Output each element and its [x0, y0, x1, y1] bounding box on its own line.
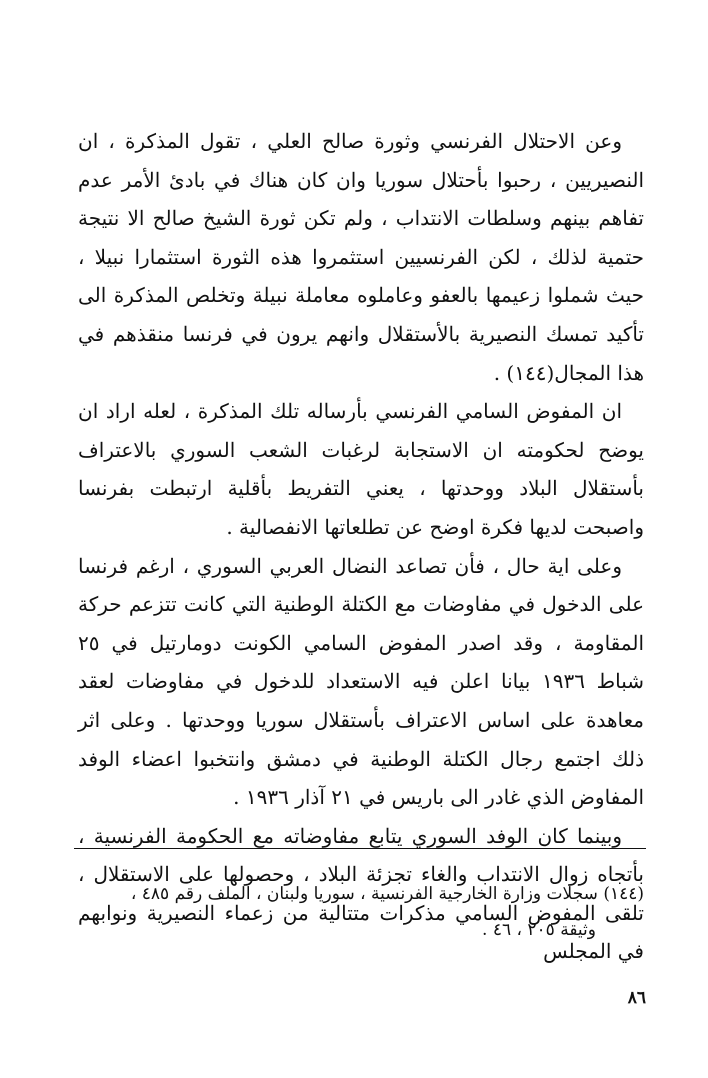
paragraph-1: وعن الاحتلال الفرنسي وثورة صالح العلي ، تقول المذكرة ، ان النصيريين ، رحبوا بأحتلال سوريا وان كان هناك في بادئ الأمر عدم تفاهم بينهم وسلطات الانتداب ، ولم تكن ثورة الشيخ صالح الا نتيجة حتمية لذلك ، لكن الفرنسيين استثمروا هذه الثورة استثمارا نبيلا ، حيث شملوا زعيمها بالعفو وعاملوه معاملة نبيلة وتخلص المذكرة الى تأكيد تمسك النصيرية بالأستقلال وانهم يرون في فرنسا منقذهم في هذا المجال(١٤٤) . — [78, 129, 644, 385]
main-text-body — [78, 122, 644, 971]
paragraph-4: وبينما كان الوفد السوري يتابع مفاوضاته مع الحكومة الفرنسية ، بأتجاه زوال الانتداب والغاء تجزئة البلاد ، وحصولها على الاستقلال ، تلقى المفوض السامي مذكرات متتالية من زعماء النصيرية ونوابهم في المجلس — [78, 823, 644, 964]
page-number: ٨٦ — [627, 988, 646, 1008]
footnote-line-1: (١٤٤) سجلات وزارة الخارجية الفرنسية ، سوريا ولبنان ، الملف رقم ٤٨٥ ، — [130, 884, 644, 904]
paragraph-2: ان المفوض السامي الفرنسي بأرساله تلك المذكرة ، لعله اراد ان يوضح لحكومته ان الاستجابة لرغبات الشعب السوري بالاعتراف بأستقلال البلاد ووحدتها ، يعني التفريط بأقلية ارتبطت بفرنسا واصبحت لديها فكرة اوضح عن تطلعاتها الانفصالية . — [78, 399, 644, 539]
footnote-line-2: وثيقة ٢٠٥ ، ٤٦ . — [482, 920, 596, 940]
footnote-divider — [74, 848, 646, 849]
paragraph-3: وعلى اية حال ، فأن تصاعد النضال العربي السوري ، ارغم فرنسا على الدخول في مفاوضات مع الكتلة الوطنية التي كانت تتزعم حركة المقاومة ، وقد اصدر المفوض السامي الكونت دومارتيل في ٢٥ شباط ١٩٣٦ بيانا اعلن فيه الاستعداد للدخول في مفاوضات لعقد معاهدة على اساس الاعتراف بأستقلال سوريا ووحدتها . وعلى اثر ذلك اجتمع رجال الكتلة الوطنية في دمشق وانتخبوا اعضاء الوفد المفاوض الذي غادر الى باريس في ٢١ آذار ١٩٣٦ . — [78, 553, 644, 810]
footnote — [74, 876, 644, 948]
